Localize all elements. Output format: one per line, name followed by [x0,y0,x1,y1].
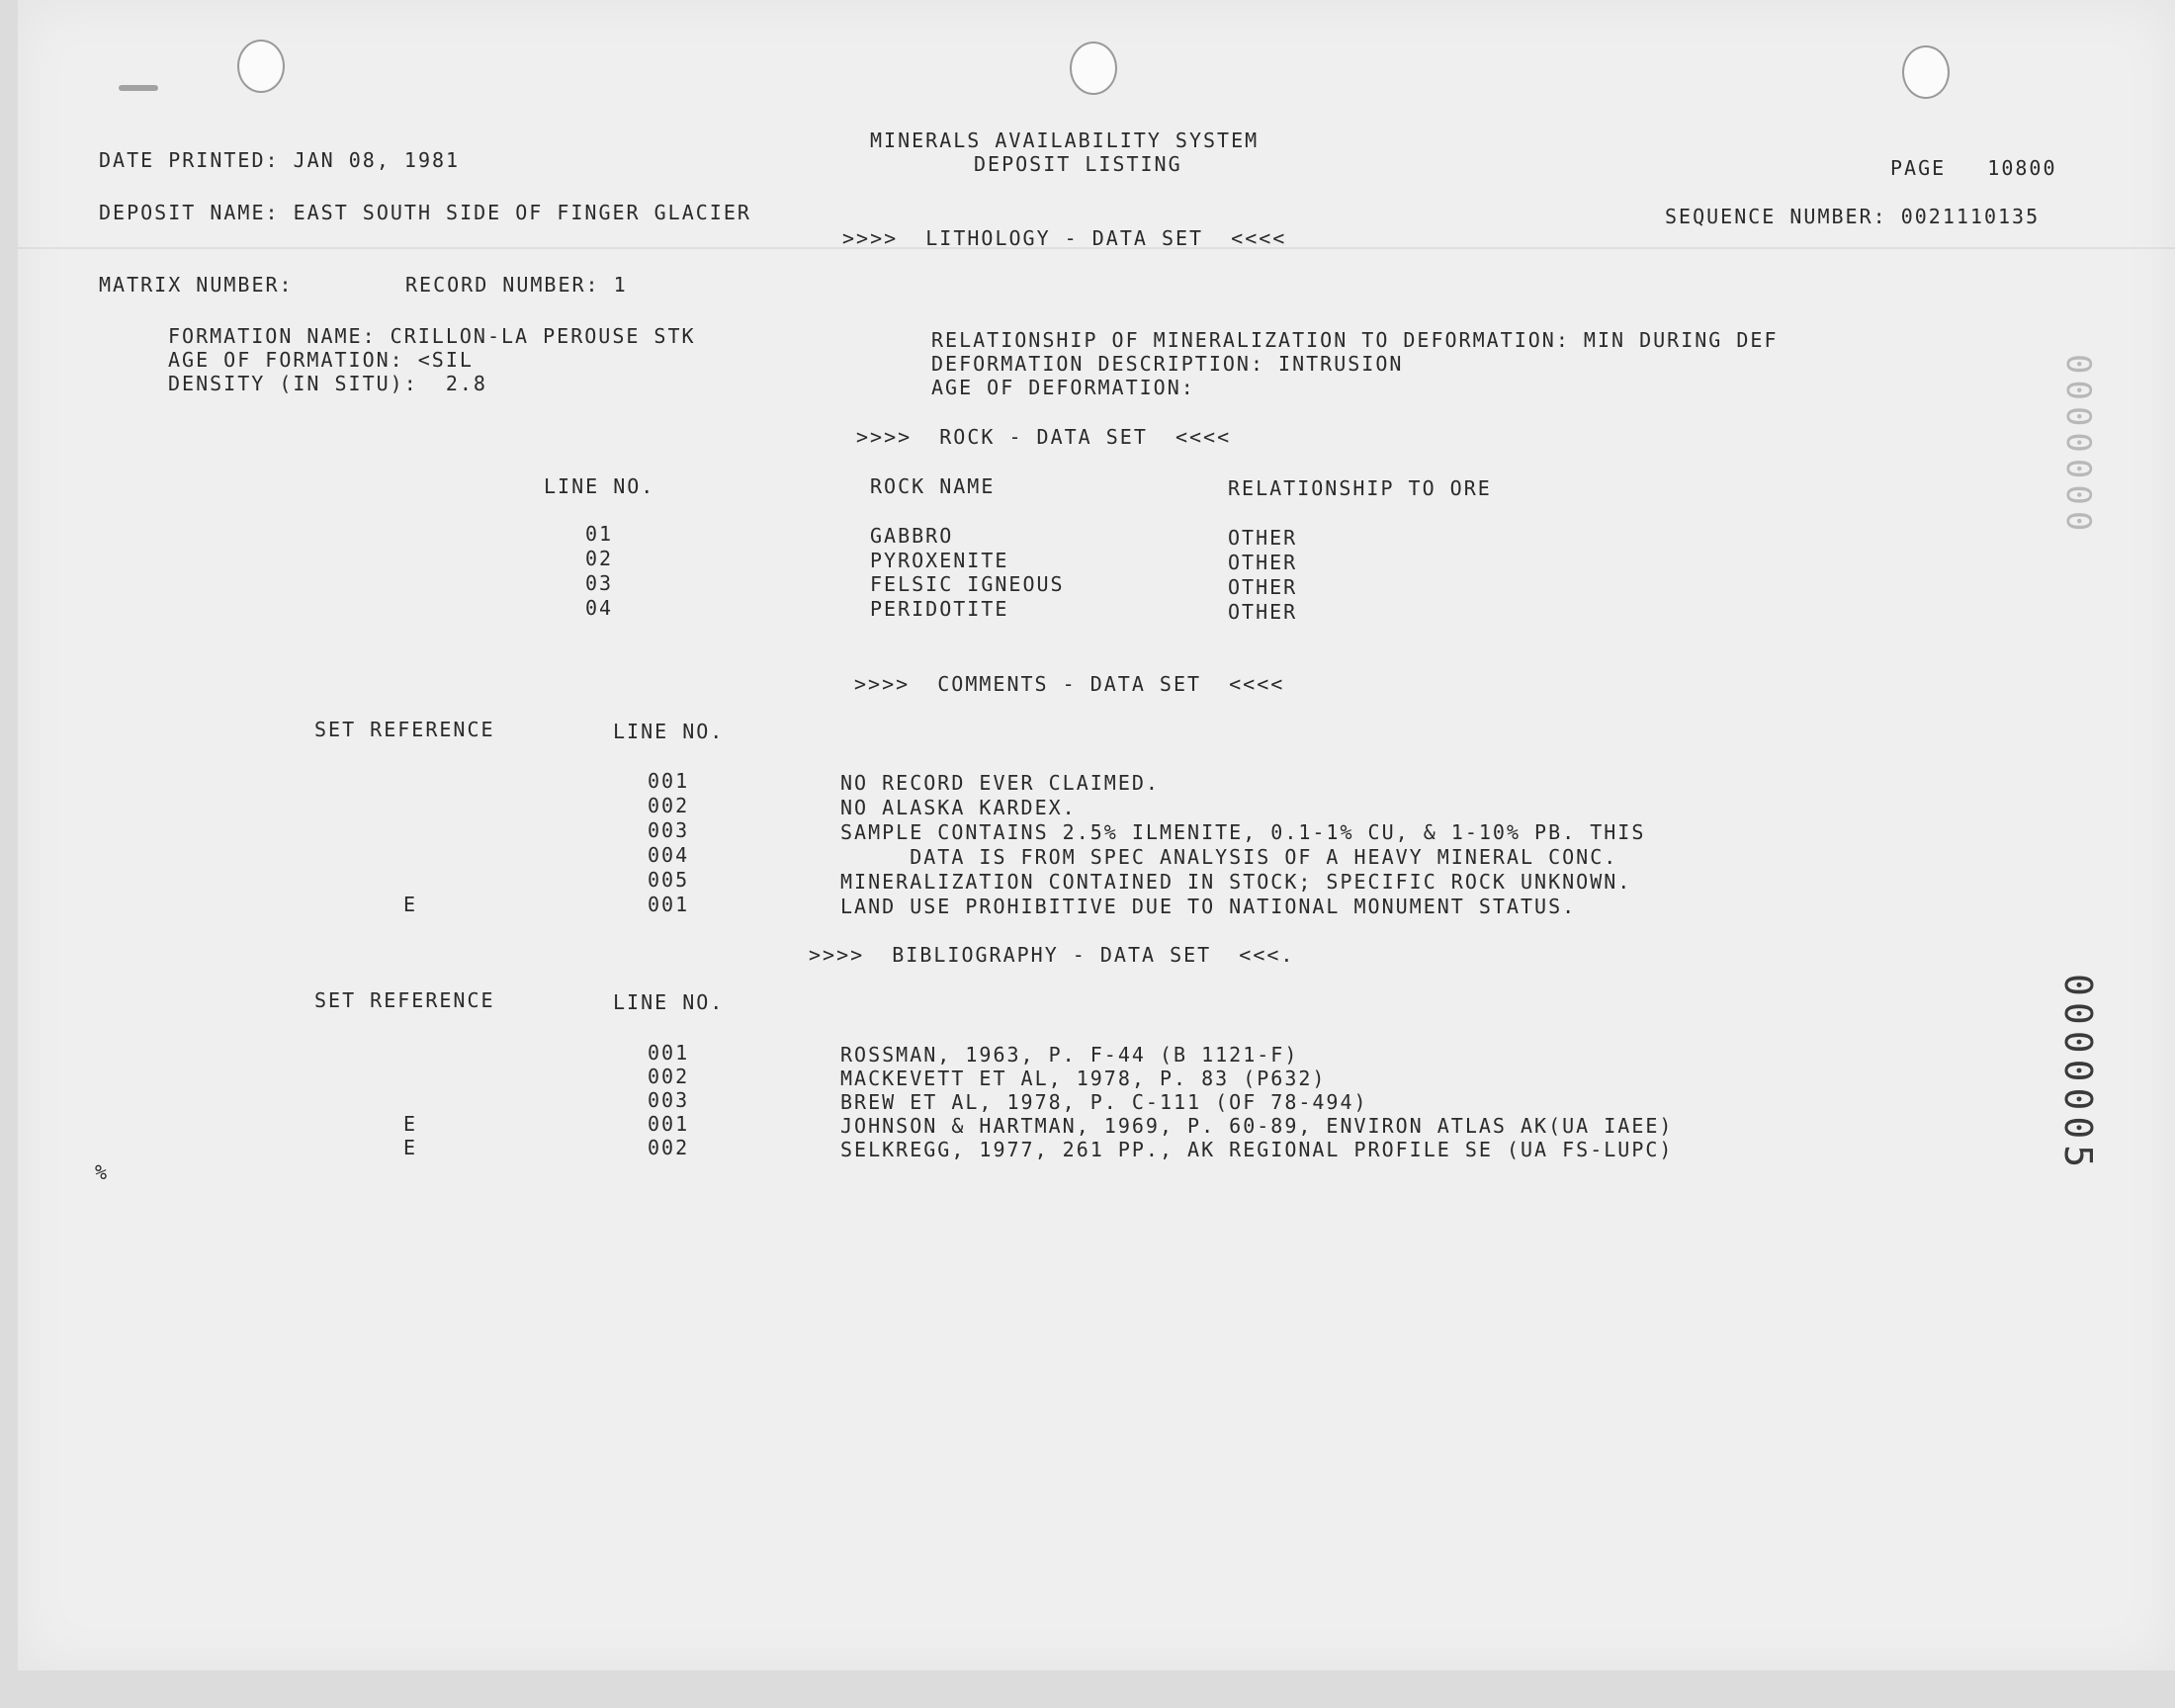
bibliography-text: BREW ET AL, 1978, P. C-111 (OF 78-494) [840,1090,1368,1114]
comment-text: NO RECORD EVER CLAIMED. [840,771,1160,795]
comment-line: 001 [648,769,690,793]
bibliography-set: E [403,1136,418,1159]
rock-row-name: FELSIC IGNEOUS [870,572,1065,596]
comments-heading: >>>> COMMENTS - DATA SET <<<< [854,672,1285,696]
rock-col-name: ROCK NAME [870,474,996,498]
rock-col-line: LINE NO. [544,474,655,498]
rock-row-line: 04 [585,596,614,620]
comment-text: MINERALIZATION CONTAINED IN STOCK; SPECIFIC ROCK UNKNOWN. [840,870,1632,894]
ink-smudge [119,85,158,91]
bibliography-text: SELKREGG, 1977, 261 PP., AK REGIONAL PROFILE SE (UA FS-LUPC) [840,1138,1674,1161]
comment-line: 001 [648,893,690,916]
bibliography-line: 003 [648,1088,690,1112]
formation-name: FORMATION NAME: CRILLON-LA PEROUSE STK [168,324,696,348]
comments-col-line: LINE NO. [613,720,725,743]
bibliography-text: ROSSMAN, 1963, P. F-44 (B 1121-F) [840,1043,1299,1067]
bibliography-col-set: SET REFERENCE [314,988,495,1012]
age-of-formation: AGE OF FORMATION: <SIL [168,348,474,372]
comment-line: 004 [648,843,690,867]
age-of-deformation: AGE OF DEFORMATION: [931,376,1195,399]
bibliography-heading: >>>> BIBLIOGRAPHY - DATA SET <<<. [809,943,1295,967]
lithology-heading: >>>> LITHOLOGY - DATA SET <<<< [842,226,1287,250]
comment-set: E [403,893,418,916]
bibliography-set: E [403,1112,418,1136]
stamp-number: 0000005 [2056,974,2100,1174]
page-number: PAGE 10800 [1890,156,2057,180]
comment-text: NO ALASKA KARDEX. [840,796,1077,819]
density: DENSITY (IN SITU): 2.8 [168,372,487,395]
footer-mark: % [95,1160,110,1184]
system-title: MINERALS AVAILABILITY SYSTEM [870,128,1260,152]
punch-hole-right [1902,45,1950,99]
rock-row-rel: OTHER [1228,600,1298,624]
comments-col-set: SET REFERENCE [314,718,495,741]
rock-row-line: 01 [585,522,614,546]
rock-row-line: 02 [585,547,614,570]
rock-row-rel: OTHER [1228,575,1298,599]
bibliography-line: 002 [648,1065,690,1088]
rock-row-name: PYROXENITE [870,549,1009,572]
rock-row-rel: OTHER [1228,551,1298,574]
deposit-name: DEPOSIT NAME: EAST SOUTH SIDE OF FINGER GLACIER [99,201,751,224]
punch-hole-center [1070,42,1117,95]
matrix-number: MATRIX NUMBER: [99,273,294,297]
rock-col-relationship: RELATIONSHIP TO ORE [1228,476,1492,500]
faint-stamp-number: 0000000 [2058,354,2098,538]
rock-row-name: PERIDOTITE [870,597,1009,621]
comment-text: SAMPLE CONTAINS 2.5% ILMENITE, 0.1-1% CU, & 1-10% PB. THIS [840,820,1646,844]
rock-row-line: 03 [585,571,614,595]
punch-hole-left [237,40,285,93]
bibliography-text: JOHNSON & HARTMAN, 1969, P. 60-89, ENVIRON ATLAS AK(UA IAEE) [840,1114,1674,1138]
rock-heading: >>>> ROCK - DATA SET <<<< [856,425,1232,449]
comment-line: 002 [648,794,690,817]
deformation-description: DEFORMATION DESCRIPTION: INTRUSION [931,352,1404,376]
bibliography-col-line: LINE NO. [613,990,725,1014]
bibliography-line: 001 [648,1041,690,1065]
listing-title: DEPOSIT LISTING [974,152,1182,176]
bibliography-text: MACKEVETT ET AL, 1978, P. 83 (P632) [840,1067,1327,1090]
mineralization-relationship: RELATIONSHIP OF MINERALIZATION TO DEFORMATION: MIN DURING DEF [931,328,1779,352]
rock-row-name: GABBRO [870,524,954,548]
rock-row-rel: OTHER [1228,526,1298,550]
record-number: RECORD NUMBER: 1 [405,273,628,297]
comment-line: 003 [648,818,690,842]
comment-text: LAND USE PROHIBITIVE DUE TO NATIONAL MONUMENT STATUS. [840,895,1577,918]
bibliography-line: 002 [648,1136,690,1159]
sequence-number: SEQUENCE NUMBER: 0021110135 [1665,205,2041,228]
bibliography-line: 001 [648,1112,690,1136]
comment-line: 005 [648,868,690,892]
comment-text: DATA IS FROM SPEC ANALYSIS OF A HEAVY MINERAL CONC. [840,845,1618,869]
date-printed: DATE PRINTED: JAN 08, 1981 [99,148,461,172]
